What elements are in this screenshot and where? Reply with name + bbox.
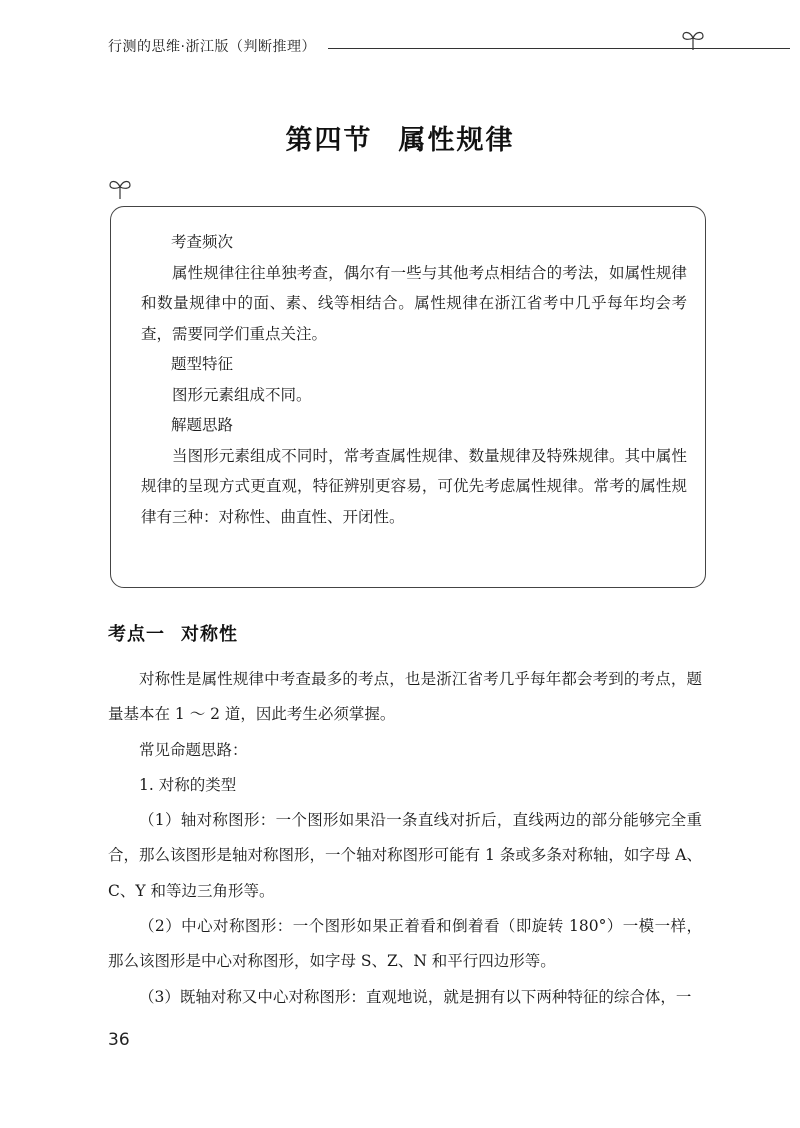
features-heading: 题型特征 [171,355,234,373]
section-number: 第四节 [285,125,373,156]
list-item-central-symmetry: （2）中心对称图形：一个图形如果正着看和倒着看（即旋转 180°）一模一样，那么该图形是中心对称图形，如字母 S、Z、N 和平行四边形等。 [108,917,702,971]
approach-heading: 解题思路 [171,416,234,434]
list-item-axial-symmetry: （1）轴对称图形：一个图形如果沿一条直线对折后，直线两边的部分能够完全重合，那么该图形是轴对称图形，一个轴对称图形可能有 1 条或多条对称轴，如字母 A、C、Y 和等边三角形等。 [108,811,702,900]
header-rule [328,48,790,49]
frequency-text: 属性规律往往单独考查，偶尔有一些与其他考点相结合的考法，如属性规律和数量规律中的面、素、线等相结合。属性规律在浙江省考中几乎每年均会考查，需要同学们重点关注。 [141,263,687,343]
topic-heading [108,620,238,646]
sprout-icon [680,29,706,51]
section-title [0,118,800,157]
common-ideas-label: 常见命题思路： [139,740,248,759]
overview-box-body [141,227,687,532]
frequency-heading: 考查频次 [171,233,234,251]
intro-paragraph: 对称性是属性规律中考查最多的考点，也是浙江省考几乎每年都会考到的考点，题量基本在 1 ～ 2 道，因此考生必须掌握。 [108,670,702,724]
running-header [108,36,708,60]
overview-box [110,206,706,588]
page-number: 36 [108,1030,130,1050]
sprout-icon [106,178,134,200]
main-body [108,662,702,1015]
section-name: 属性规律 [398,125,515,156]
list-item-symmetry-types: 1. 对称的类型 [139,775,237,794]
running-header-title: 行测的思维·浙江版（判断推理） [108,39,316,55]
list-item-both-symmetry: （3）既轴对称又中心对称图形：直观地说，就是拥有以下两种特征的综合体，一 [139,987,692,1006]
approach-text: 当图形元素组成不同时，常考查属性规律、数量规律及特殊规律。其中属性规律的呈现方式更直观，特征辨别更容易，可优先考虑属性规律。常考的属性规律有三种：对称性、曲直性、开闭性。 [141,446,687,526]
topic-number: 考点一 [108,624,165,645]
features-text: 图形元素组成不同。 [172,385,312,404]
topic-title: 对称性 [181,624,238,645]
